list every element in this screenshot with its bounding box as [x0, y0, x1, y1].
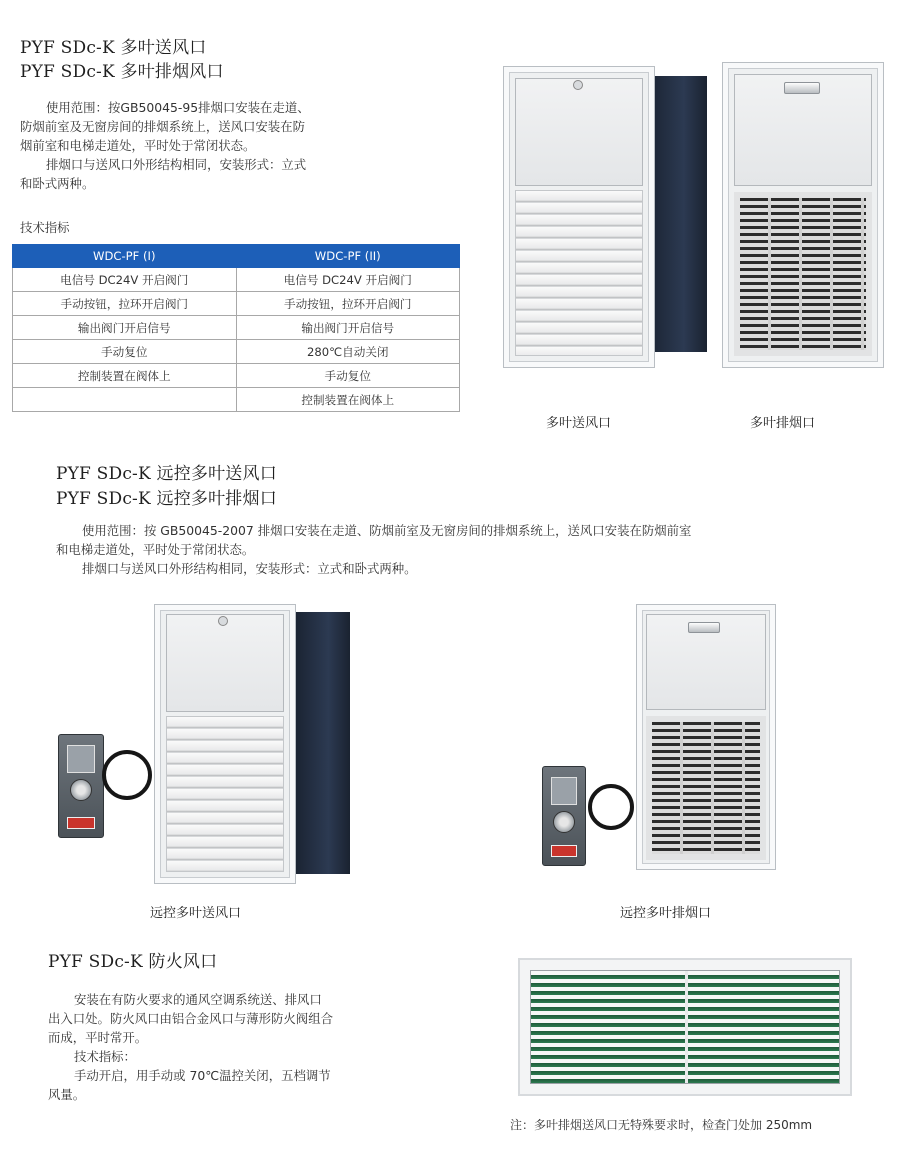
caption-remote-exhaust: 远控多叶排烟口 [620, 906, 712, 921]
section3-desc-line: 手动开启，用手动或 70℃温控关闭，五档调节 [74, 1068, 331, 1083]
section2-desc-line: 排烟口与送风口外形结构相同，安装形式：立式和卧式两种。 [82, 561, 417, 576]
controller-faceplate [67, 745, 95, 773]
spec-table-row [13, 388, 460, 412]
section2-description [56, 521, 896, 578]
spec-table-cell: 手动复位 [236, 364, 460, 388]
section1-desc-line: 使用范围：按GB50045-95排烟口安装在走道、 [46, 100, 310, 115]
section1-desc-line: 防烟前室及无窗房间的排烟系统上，送风口安装在防 [20, 119, 305, 134]
spec-table-cell: 控制装置在阀体上 [236, 388, 460, 412]
section2-desc-line: 和电梯走道处，平时处于常闭状态。 [56, 542, 255, 557]
remote-exhaust-outlet-image [540, 604, 776, 870]
door-latch-icon [218, 616, 228, 626]
controller-faceplate [551, 777, 577, 805]
section3-desc-line: 而成，平时常开。 [48, 1030, 148, 1045]
spec-table-cell: 电信号 DC24V 开启阀门 [236, 268, 460, 292]
spec-table-cell: 输出阀门开启信号 [13, 316, 237, 340]
control-cable-icon [588, 784, 634, 830]
spec-table-row [13, 340, 460, 364]
caption-remote-supply: 远控多叶送风口 [150, 906, 242, 921]
door-handle-icon [784, 82, 820, 94]
section2-title-2: PYF SDc-K 远控多叶排烟口 [56, 489, 277, 509]
spec-table-row [13, 316, 460, 340]
section3-desc-line: 安装在有防火要求的通风空调系统送、排风口 [74, 992, 322, 1007]
spec-table-cell: 手动复位 [13, 340, 237, 364]
spec-table-cell: 电信号 DC24V 开启阀门 [13, 268, 237, 292]
fire-outlet-image [518, 958, 852, 1096]
spec-table-cell: 280℃自动关闭 [236, 340, 460, 364]
inspection-door [515, 78, 643, 186]
door-latch-icon [573, 80, 583, 90]
spec-table-header: WDC-PF (II) [236, 245, 460, 268]
spec-table-row [13, 364, 460, 388]
spec-table-wrapper [12, 244, 460, 412]
section2-title-1: PYF SDc-K 远控多叶送风口 [56, 464, 277, 484]
section3-desc-line: 风量。 [48, 1087, 86, 1102]
spec-table-header-row [13, 245, 460, 268]
louvre-blades [515, 190, 643, 356]
section1-description [20, 98, 460, 193]
door-handle-icon [688, 622, 720, 633]
inspection-door [166, 614, 284, 712]
footnote: 注：多叶排烟送风口无特殊要求时，检查门处加 250mm [510, 1118, 813, 1132]
section1-desc-line: 烟前室和电梯走道处，平时处于常闭状态。 [20, 138, 256, 153]
caption-supply-outlet: 多叶送风口 [546, 416, 612, 431]
controller-dial-icon [70, 779, 92, 801]
outlet-housing-side [296, 612, 350, 874]
spec-table [12, 244, 460, 412]
spec-table-cell [13, 388, 237, 412]
spec-table-cell: 手动按钮，拉环开启阀门 [13, 292, 237, 316]
caption-exhaust-outlet: 多叶排烟口 [750, 416, 816, 431]
exhaust-grille [734, 192, 872, 356]
section3-desc-line: 出入口处。防火风口由铝合金风口与薄形防火阀组合 [48, 1011, 333, 1026]
controller-button [551, 845, 577, 857]
section3-description [48, 990, 468, 1104]
section1-tech-label: 技术指标 [20, 220, 70, 235]
spec-table-header: WDC-PF (I) [13, 245, 237, 268]
section1-title-1: PYF SDc-K 多叶送风口 [20, 38, 207, 58]
remote-controller [542, 766, 586, 866]
outlet-housing-side [649, 76, 707, 352]
section2-desc-line: 使用范围：按 GB50045-2007 排烟口安装在走道、防烟前室及无窗房间的排烟系统上，送风口安装在防烟前室 [82, 523, 692, 538]
control-cable-icon [102, 750, 152, 800]
section1-desc-line: 排烟口与送风口外形结构相同，安装形式：立式 [46, 157, 307, 172]
fire-outlet-grille [530, 970, 840, 1084]
section1-title-2: PYF SDc-K 多叶排烟风口 [20, 62, 224, 82]
controller-button [67, 817, 95, 829]
exhaust-outlet-image [722, 62, 884, 368]
spec-table-row [13, 268, 460, 292]
remote-controller [58, 734, 104, 838]
spec-table-row [13, 292, 460, 316]
spec-table-cell: 输出阀门开启信号 [236, 316, 460, 340]
section1-desc-line: 和卧式两种。 [20, 176, 95, 191]
louvre-blades [166, 716, 284, 872]
supply-outlet-image [503, 66, 709, 372]
section3-title: PYF SDc-K 防火风口 [48, 952, 218, 972]
exhaust-grille [646, 716, 766, 860]
controller-dial-icon [553, 811, 575, 833]
remote-supply-outlet-image [52, 600, 352, 886]
spec-table-cell: 手动按钮，拉环开启阀门 [236, 292, 460, 316]
spec-table-cell: 控制装置在阀体上 [13, 364, 237, 388]
section3-desc-line: 技术指标： [74, 1049, 136, 1064]
